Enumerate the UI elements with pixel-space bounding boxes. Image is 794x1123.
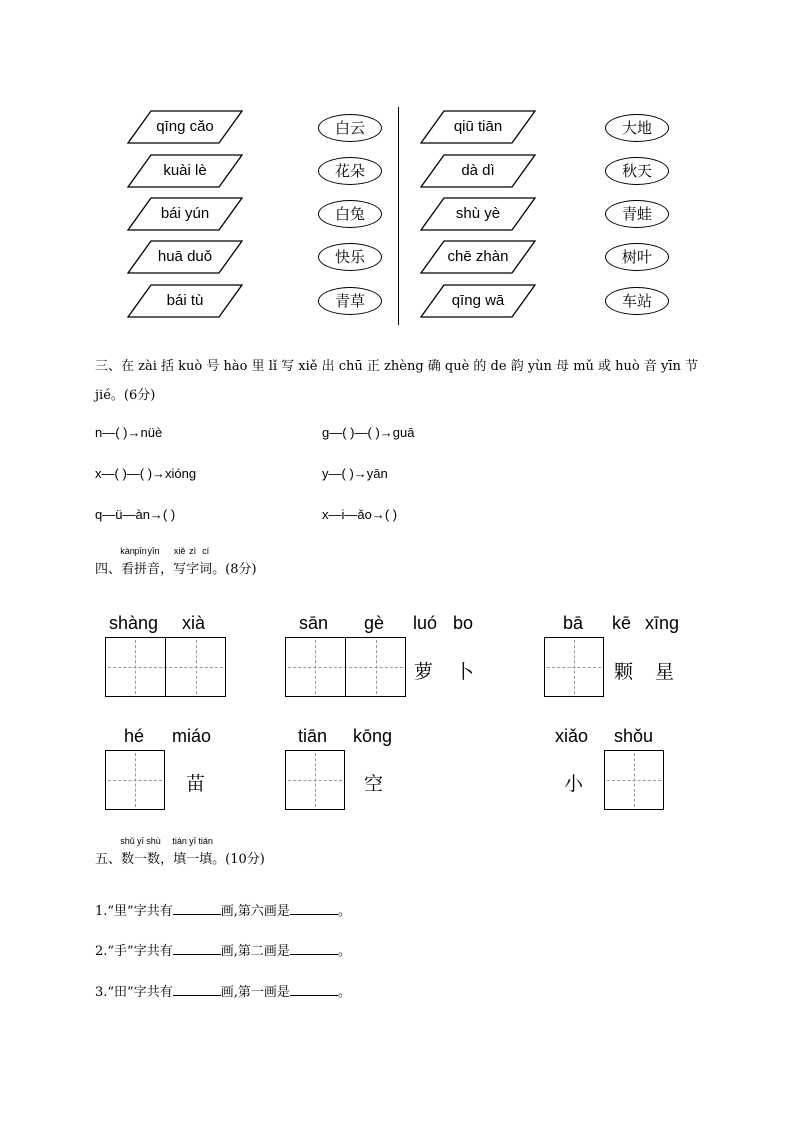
ruby-char: yīn 音 [147, 546, 161, 577]
ruby-char: tián 填 [198, 836, 213, 867]
pinyin-card[interactable] [127, 154, 243, 188]
word-oval[interactable]: 花朵 [318, 157, 382, 185]
word-oval[interactable]: 大地 [605, 114, 669, 142]
answer-blank[interactable] [173, 995, 221, 996]
word-oval[interactable]: 车站 [605, 287, 669, 315]
word-oval[interactable]: 白兔 [318, 200, 382, 228]
fill-item[interactable]: x—( )—( )→xióng [95, 466, 197, 481]
pinyin-label: xīng [645, 613, 680, 633]
word-oval[interactable]: 白云 [318, 114, 382, 142]
pinyin-text: bái tù [166, 292, 204, 309]
pinyin-text: huā duǒ [157, 248, 213, 265]
pinyin-label: shàng [109, 613, 159, 633]
ruby-char: yī 一 [186, 836, 200, 867]
given-char: 苗 [186, 773, 206, 795]
pinyin-label: sān [299, 613, 329, 633]
given-char: 萝 [414, 661, 434, 683]
pinyin-text: qīng cǎo [156, 118, 214, 135]
ruby-char: shǔ 数 [120, 836, 135, 867]
answer-blank[interactable] [173, 954, 221, 955]
answer-blank[interactable] [290, 954, 338, 955]
section-3-title-line2: jié。(6分) [95, 388, 156, 403]
writing-grid[interactable] [285, 750, 345, 810]
given-char: 小 [564, 773, 584, 795]
fill-item[interactable]: g—( )—( )→guā [322, 425, 415, 440]
given-char: 卜 [455, 661, 475, 683]
ruby-char: kàn 看 [120, 546, 135, 577]
word-oval[interactable]: 青蛙 [605, 200, 669, 228]
answer-blank[interactable] [173, 914, 221, 915]
ruby-char: zì 字 [186, 546, 200, 577]
pinyin-label: shǒu [614, 726, 654, 746]
fill-item[interactable]: y—( )→yān [322, 466, 388, 481]
ruby-char: shù 数 [146, 836, 161, 867]
ruby-char: pīn 拼 [134, 546, 148, 577]
pinyin-label: gè [364, 613, 385, 633]
pinyin-text: qīng wā [451, 292, 505, 309]
fill-item[interactable]: n—( )→nüè [95, 425, 163, 440]
answer-blank[interactable] [290, 914, 338, 915]
ruby-char: yī 一 [134, 836, 148, 867]
writing-grid[interactable] [105, 750, 165, 810]
writing-grid[interactable] [604, 750, 664, 810]
pinyin-card[interactable] [127, 240, 243, 274]
question-3: 3.“田”字共有 画,第一画是 。 [95, 985, 351, 1000]
pinyin-label: bā [563, 613, 584, 633]
word-oval[interactable]: 青草 [318, 287, 382, 315]
section-4-title: 四、 kàn 看 pīn 拼 yīn 音， xiě 写 zì 字 cí 词。(8分) [95, 546, 257, 577]
word-oval[interactable]: 快乐 [318, 243, 382, 271]
writing-grid[interactable] [544, 637, 604, 697]
pinyin-text: dà dì [461, 162, 495, 179]
pinyin-label: kē [612, 613, 632, 633]
question-1: 1.“里”字共有 画,第六画是 。 [95, 904, 351, 919]
pinyin-card[interactable] [420, 284, 536, 318]
section-3-title-line1: 三、在 zài 括 kuò 号 hào 里 lǐ 写 xiě 出 chū 正 zhèng 确 què 的 de 韵 yùn 母 mǔ 或 huò 音 yīn 节 [95, 359, 698, 374]
pinyin-text: chē zhàn [447, 248, 509, 265]
pinyin-text: shù yè [455, 205, 501, 222]
column-divider [398, 107, 399, 325]
given-char: 空 [364, 773, 384, 795]
pinyin-label: bo [453, 613, 474, 633]
pinyin-label: xià [182, 613, 206, 633]
pinyin-card[interactable] [420, 197, 536, 231]
pinyin-label: miáo [172, 726, 212, 746]
pinyin-text: qiū tiān [453, 118, 503, 135]
given-char: 星 [655, 661, 675, 683]
pinyin-label: luó [413, 613, 438, 633]
ruby-char: tián 填 [172, 836, 187, 867]
section-5-title: 五、 shǔ 数 yī 一 shù 数， tián 填 yī 一 tián 填。(10分) [95, 836, 265, 867]
pinyin-label: kōng [353, 726, 393, 746]
word-oval[interactable]: 树叶 [605, 243, 669, 271]
pinyin-card[interactable] [127, 110, 243, 144]
pinyin-label: tiān [298, 726, 328, 746]
answer-blank[interactable] [290, 995, 338, 996]
writing-grid[interactable] [105, 637, 226, 697]
fill-item[interactable]: x—i—ǎo→( ) [322, 507, 398, 522]
fill-item[interactable]: q—ü—àn→( ) [95, 507, 176, 522]
writing-grid[interactable] [285, 637, 406, 697]
pinyin-text: kuài lè [163, 162, 207, 179]
pinyin-card[interactable] [420, 110, 536, 144]
pinyin-label: xiǎo [555, 726, 589, 746]
pinyin-card[interactable] [420, 240, 536, 274]
question-2: 2.“手”字共有 画,第二画是 。 [95, 944, 351, 959]
pinyin-label: hé [124, 726, 145, 746]
word-oval[interactable]: 秋天 [605, 157, 669, 185]
pinyin-card[interactable] [420, 154, 536, 188]
pinyin-card[interactable] [127, 284, 243, 318]
ruby-char: cí 词 [199, 546, 213, 577]
given-char: 颗 [614, 661, 634, 683]
pinyin-card[interactable] [127, 197, 243, 231]
ruby-char: xiě 写 [173, 546, 187, 577]
pinyin-text: bái yún [160, 205, 210, 222]
